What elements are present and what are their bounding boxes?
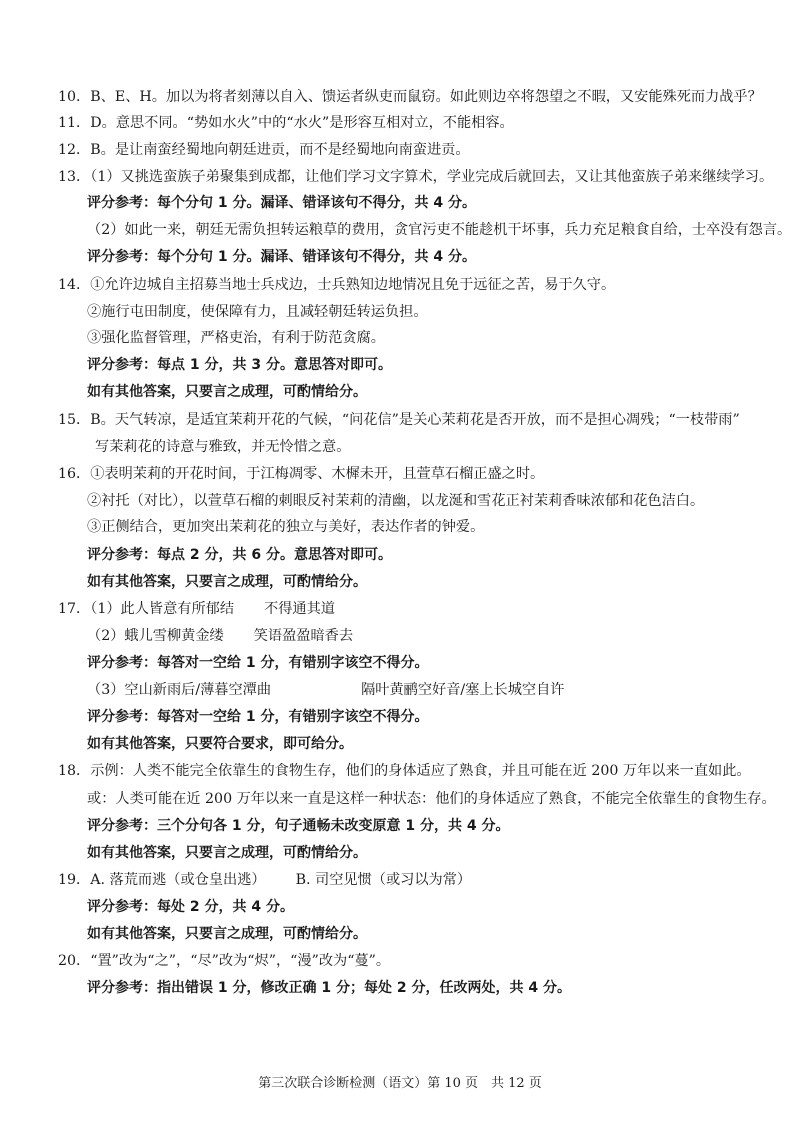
answer-15-1: 15．B。天气转凉，是适宜茉莉开花的气候，“问花信”是关心茉莉花是否开放，而不是担心凋残；“一枝带雨” <box>58 412 740 428</box>
answer-17-2-blank-a: （2）蛾儿雪柳黄金缕 <box>87 628 224 644</box>
answer-14-3: ③强化监督管理，严格吏治，有利于防范贪腐。 <box>87 330 385 346</box>
scoring-note-17-other: 如有其他答案，只要符合要求，即可给分。 <box>87 736 353 752</box>
answer-17-3-blank-a: （3）空山新雨后/薄暮空潭曲 <box>87 682 272 698</box>
scoring-note-13-2: 评分参考：每个分句 1 分。漏译、错译该句不得分，共 4 分。 <box>87 249 476 265</box>
scoring-note-14-other: 如有其他答案，只要言之成理，可酌情给分。 <box>87 384 367 400</box>
answer-20: 20．“置”改为“之”，“尽”改为“烬”，“漫”改为“蔓”。 <box>58 953 391 969</box>
answer-17-2 <box>87 626 800 646</box>
answer-16-2: ②衬托（对比），以萱草石榴的刺眼反衬茉莉的清幽，以龙涎和雪花正衬茉莉香味浓郁和花色洁白。 <box>87 493 705 509</box>
scoring-note-17-3: 评分参考：每答对一空给 1 分，有错别字该空不得分。 <box>87 709 429 725</box>
scoring-note-19: 评分参考：每处 2 分，共 4 分。 <box>87 899 294 915</box>
answer-19-a: 19．A. 落荒而逃（或仓皇出逃） <box>58 872 266 888</box>
answer-18-2: 或：人类可能在近 200 万年以来一直是这样一种状态：他们的身体适应了熟食，不能完全依靠生的食物生存。 <box>87 791 776 807</box>
answer-11: 11．D。意思不同。“势如水火”中的“水火”是形容互相对立，不能相容。 <box>58 115 514 131</box>
answer-16-3: ③正侧结合，更加突出茉莉花的独立与美好，表达作者的钟爱。 <box>87 519 485 535</box>
answer-14-1: 14．①允许边城自主招募当地士兵戍边，士兵熟知边地情况且免于远征之苦，易于久守。 <box>58 277 616 293</box>
scoring-note-20: 评分参考：指出错误 1 分，修改正确 1 分；每处 2 分，任改两处，共 4 分。 <box>87 980 571 996</box>
scoring-note-14: 评分参考：每点 1 分，共 3 分。意思答对即可。 <box>87 357 392 373</box>
answer-17-3 <box>87 680 800 700</box>
answer-15-2: 写茉莉花的诗意与雅致，并无怜惜之意。 <box>95 439 351 455</box>
answer-16-1: 16．①表明茉莉的开花时间，于江梅凋零、木樨未开，且萱草石榴正盛之时。 <box>58 466 545 482</box>
answer-13-1: 13．（1）又挑选蛮族子弟聚集到成都，让他们学习文字算术，学业完成后就回去，又让其他蛮族子弟来继续学习。 <box>58 169 774 185</box>
answer-17-2-blank-b: 笑语盈盈暗香去 <box>253 628 354 644</box>
answer-19-b: B. 司空见惯（或习以为常） <box>295 872 472 888</box>
answer-10: 10．B、E、H。加以为将者刻薄以自入、馈运者纵吏而鼠窃。如此则边卒将怨望之不暇，又安能殊死而力战乎？ <box>58 89 762 105</box>
answer-17-1 <box>58 599 800 619</box>
scoring-note-19-other: 如有其他答案，只要言之成理，可酌情给分。 <box>87 926 367 942</box>
answer-17-1-blank-a: 17．（1）此人皆意有所郁结 <box>58 601 235 617</box>
scoring-note-18-other: 如有其他答案，只要言之成理，可酌情给分。 <box>87 845 367 861</box>
answer-13-2: （2）如此一来，朝廷无需负担转运粮草的费用，贪官污吏不能趁机干坏事，兵力充足粮食自给，士卒没有怨言。 <box>87 222 792 238</box>
answer-19 <box>58 870 800 890</box>
scoring-note-13-1: 评分参考：每个分句 1 分。漏译、错译该句不得分，共 4 分。 <box>87 195 476 211</box>
answer-17-3-blank-b: 隔叶黄鹂空好音/塞上长城空自许 <box>361 682 565 698</box>
scoring-note-17-2: 评分参考：每答对一空给 1 分，有错别字该空不得分。 <box>87 655 429 671</box>
answer-17-1-blank-b: 不得通其道 <box>264 601 335 617</box>
scoring-note-16: 评分参考：每点 2 分，共 6 分。意思答对即可。 <box>87 547 392 563</box>
scoring-note-18: 评分参考：三个分句各 1 分，句子通畅未改变原意 1 分，共 4 分。 <box>87 818 510 834</box>
answer-12: 12．B。是让南蛮经蜀地向朝廷进贡，而不是经蜀地向南蛮进贡。 <box>58 142 470 158</box>
answer-14-2: ②施行屯田制度，使保障有力，且减轻朝廷转运负担。 <box>87 304 428 320</box>
answer-18-1: 18．示例：人类不能完全依靠生的食物生存，他们的身体适应了熟食，并且可能在近 200 万年以来一直如此。 <box>58 763 751 779</box>
page-footer: 第三次联合诊断检测（语文）第 10 页 共 12 页 <box>258 1076 542 1091</box>
scoring-note-16-other: 如有其他答案，只要言之成理，可酌情给分。 <box>87 574 367 590</box>
